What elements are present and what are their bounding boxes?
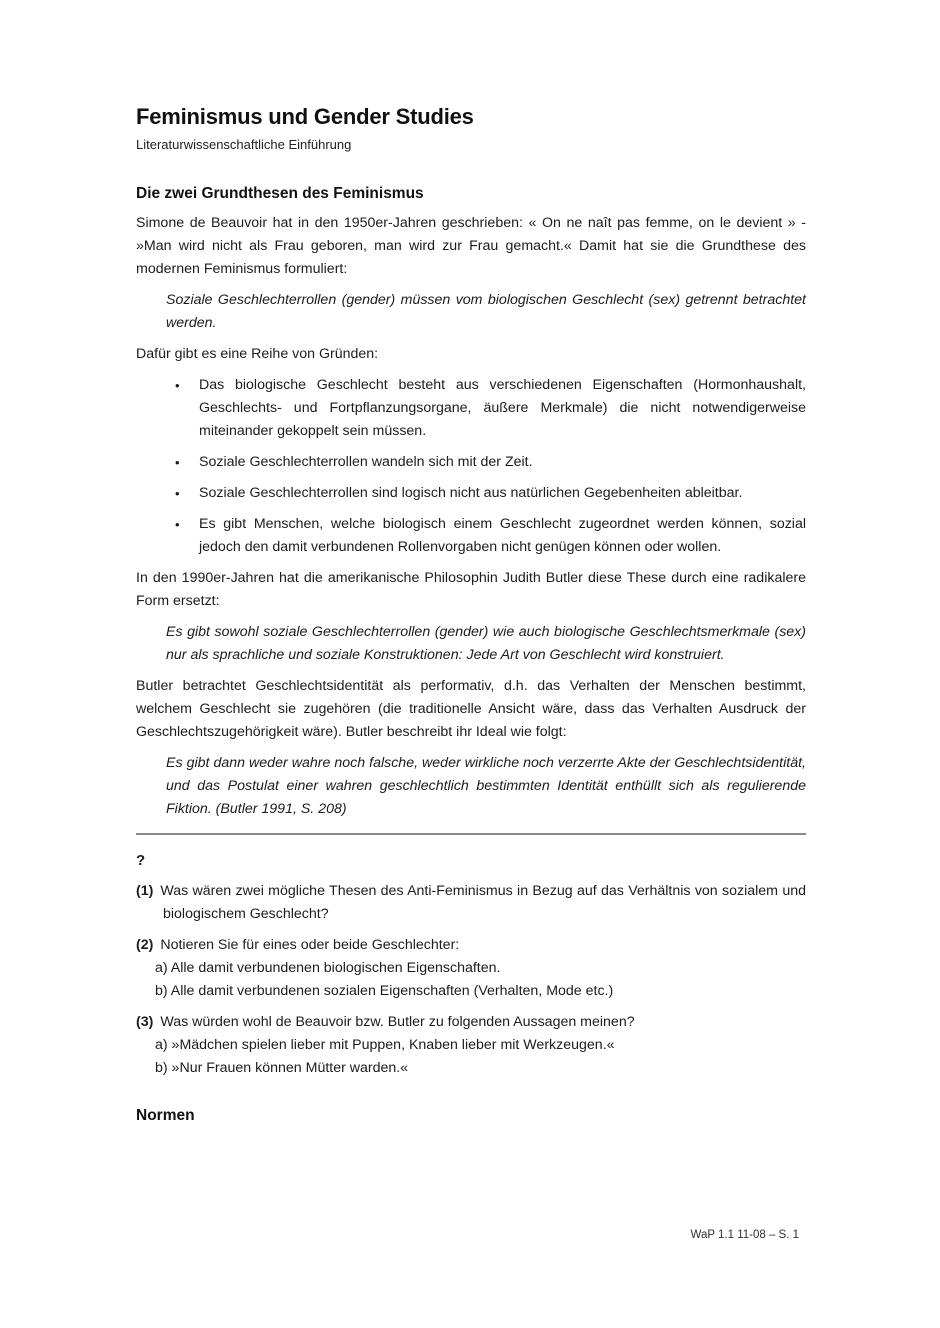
- question-subitem: b) »Nur Frauen können Mütter warden.«: [155, 1060, 409, 1076]
- bullet-item: [136, 482, 806, 505]
- paragraph-performativ: Butler betrachtet Geschlechtsidentität als performativ, d.h. das Verhalten der Menschen bestimmt, welchem Geschlecht sie zugehören (die traditionelle Ansicht wäre, dass das Verhalten Ausdruck der Geschlechtszugehörigkeit wäre). Butler beschreibt ihr Ideal wie folgt:: [136, 678, 806, 740]
- questions-marker: ?: [136, 852, 146, 869]
- question-line: [136, 1011, 806, 1034]
- question-number: (3): [136, 1014, 154, 1030]
- quote-butler-zitat: Es gibt dann weder wahre noch falsche, weder wirkliche noch verzerrte Akte der Geschlechtsidentität, und das Postulat einer wahren geschlechtlich bestimmten Identität enthüllt sich als regulierende Fiktion. (Butler 1991, S. 208): [166, 755, 806, 817]
- footer-page-info: WaP 1.1 11-08 – S. 1: [690, 1229, 799, 1241]
- section-heading-grundthesen: Die zwei Grundthesen des Feminismus: [136, 185, 424, 202]
- bullet-text: Das biologische Geschlecht besteht aus verschiedenen Eigenschaften (Hormonhaushalt, Geschlechts- und Fortpflanzungsorgane, äußere Merkmale) die nicht notwendigerweise miteinander gekoppelt sein müssen.: [199, 377, 806, 439]
- question-number: (2): [136, 937, 154, 953]
- section-heading-normen: Normen: [136, 1107, 195, 1124]
- bullet-list: [136, 374, 806, 559]
- bullet-item: [136, 451, 806, 474]
- question-item: [136, 1011, 806, 1080]
- question-text: Was würden wohl de Beauvoir bzw. Butler zu folgenden Aussagen meinen?: [160, 1014, 635, 1030]
- bullet-icon: •: [175, 378, 180, 393]
- paragraph-beauvoir: Simone de Beauvoir hat in den 1950er-Jahren geschrieben: « On ne naît pas femme, on le devient » - »Man wird nicht als Frau geboren, man wird zur Frau gemacht.« Damit hat sie die Grundthese des modernen Feminismus formuliert:: [136, 215, 806, 277]
- question-subitem: a) »Mädchen spielen lieber mit Puppen, Knaben lieber mit Werkzeugen.«: [155, 1037, 615, 1053]
- question-item: [136, 880, 806, 926]
- quote-beauvoir-these: Soziale Geschlechterrollen (gender) müssen vom biologischen Geschlecht (sex) getrennt betrachtet werden.: [166, 292, 806, 331]
- page-title: Feminismus und Gender Studies: [136, 104, 474, 129]
- bullet-text: Soziale Geschlechterrollen wandeln sich mit der Zeit.: [199, 454, 533, 470]
- question-subitem: b) Alle damit verbundenen sozialen Eigenschaften (Verhalten, Mode etc.): [155, 983, 614, 999]
- question-subitem: a) Alle damit verbundenen biologischen Eigenschaften.: [155, 960, 501, 976]
- question-text: Notieren Sie für eines oder beide Geschlechter:: [160, 937, 460, 953]
- page-subtitle: Literaturwissenschaftliche Einführung: [136, 137, 352, 152]
- question-item: [136, 934, 806, 1003]
- question-line: [136, 934, 806, 957]
- question-text: Was wären zwei mögliche Thesen des Anti-Feminismus in Bezug auf das Verhältnis von sozialem und biologischem Geschlecht?: [160, 883, 806, 922]
- bullet-item: [136, 374, 806, 443]
- bullet-icon: •: [175, 486, 180, 501]
- bullet-icon: •: [175, 455, 180, 470]
- question-number: (1): [136, 883, 154, 899]
- paragraph-butler: In den 1990er-Jahren hat die amerikanische Philosophin Judith Butler diese These durch eine radikalere Form ersetzt:: [136, 570, 806, 609]
- bullet-text: Soziale Geschlechterrollen sind logisch nicht aus natürlichen Gegebenheiten ableitbar.: [199, 485, 743, 501]
- bullet-icon: •: [175, 517, 180, 532]
- section-divider: [136, 833, 806, 835]
- paragraph-gruende: Dafür gibt es eine Reihe von Gründen:: [136, 346, 379, 362]
- quote-butler-these: Es gibt sowohl soziale Geschlechterrollen (gender) wie auch biologische Geschlechtsmerkmale (sex) nur als sprachliche und soziale Konstruktionen: Jede Art von Geschlecht wird konstruiert.: [166, 624, 806, 663]
- bullet-item: [136, 513, 806, 559]
- question-line: [136, 880, 806, 926]
- bullet-text: Es gibt Menschen, welche biologisch einem Geschlecht zugeordnet werden können, sozial jedoch den damit verbundenen Rollenvorgaben nicht genügen können oder wollen.: [199, 516, 806, 555]
